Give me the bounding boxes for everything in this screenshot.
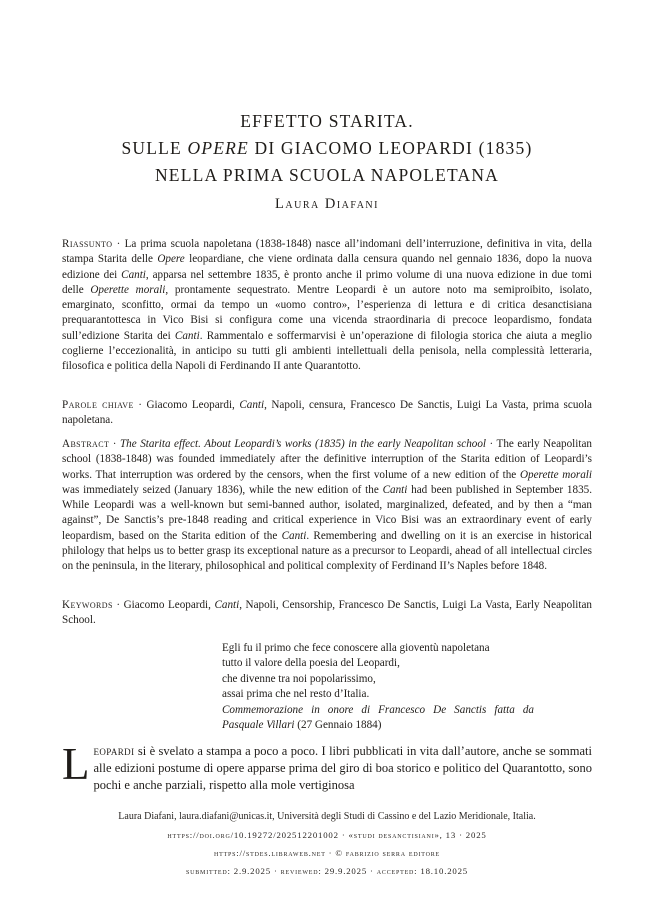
abstract-paragraph <box>62 437 592 574</box>
title-line-2-a: SULLE <box>121 138 188 158</box>
abstract-text: · The early Neapolitan school (1838-1848) was founded immediately after the definitive interruption of the Starita edition of Leopardi’s works. That interruption was ordered by the censors, when the first volume of a new edition of the <box>62 438 592 481</box>
epigraph-line: tutto il valore della poesia del Leopardi, <box>222 657 400 670</box>
abstract-emphasis: Canti <box>382 483 408 496</box>
parole-chiave-text: , Napoli, censura, Francesco De Sanctis, Luigi La Vasta, prima scuola napoletana. <box>62 399 592 427</box>
title-line-2-b: DI GIACOMO LEOPARDI (1835) <box>248 138 533 158</box>
parole-chiave-label: Parole chiave <box>62 399 134 411</box>
separator: · <box>112 599 124 611</box>
keywords-emphasis: Canti <box>214 599 240 611</box>
riassunto-emphasis: Canti <box>121 268 146 281</box>
riassunto-emphasis: Operette morali <box>90 283 166 296</box>
abstract-text: was immediately seized (January 1836), while the new edition of the <box>62 483 383 496</box>
parole-chiave-text: Giacomo Leopardi, <box>146 399 240 411</box>
title-line-3: NELLA PRIMA SCUOLA NAPOLETANA <box>154 165 500 185</box>
epigraph-line: che divenne tra noi popolarissimo, <box>222 672 376 685</box>
abstract-emphasis: Canti <box>281 529 307 542</box>
epigraph-citation-title: Commemorazione in onore di Francesco De Sanctis fatta da Pasquale Villari <box>222 704 534 732</box>
drop-cap: L <box>62 739 90 789</box>
keywords-text: Giacomo Leopardi, <box>123 599 215 611</box>
submission-dates: submitted: 2.9.2025 · reviewed: 29.9.2025 · accepted: 18.10.2025 <box>185 866 468 876</box>
riassunto-text: , apparsa nel settembre 1835, è pronto anche il primo volume di una nuova edizione in due tomi delle <box>62 268 593 296</box>
publisher-line: https://stdes.libraweb.net · © fabrizio serra editore <box>213 848 441 858</box>
epigraph-citation <box>222 703 534 734</box>
article-title <box>62 108 592 189</box>
riassunto-paragraph <box>62 237 592 374</box>
parole-chiave-emphasis: Canti <box>239 399 265 411</box>
separator: · <box>133 399 147 411</box>
abstract-text: had been published in September 1835. While Leopardi was a well-known but semi-banned author, isolated, marginalized, defeated, and by then a “man against”, De Sanctis’s pre-1848 reading and critical experience in Vico Bisi was an extraordinary event of early leopardism, based on the Starita edition of the <box>62 483 592 542</box>
title-line-2 <box>62 135 592 162</box>
riassunto-text: . Rammentalo e soffermarvisi è un’operazione di filologia storica che aiuta a meglio coglierne l’eccezionalità, in anticipo su tutti gli ambienti intellettuali della penisola, nella complessità letteraria, filosofica e politica della Napoli di Ferdinando II ante Quarantotto. <box>62 329 593 372</box>
riassunto-text: leopardiane, che viene ordinata dalla censura quando nel gennaio 1836, dopo la nuova edizione dei <box>62 253 592 281</box>
author-affiliation: Laura Diafani, laura.diafani@unicas.it, Università degli Studi di Cassino e del Lazio Meridionale, Italia. <box>118 811 536 822</box>
abstract-english-title: The Starita effect. About Leopardi’s works (1835) in the early Neapolitan school <box>119 438 486 450</box>
separator: · <box>112 238 125 250</box>
riassunto-text: , prontamente sequestrato. Mentre Leopardi è un autore noto ma semiproibito, isolato, emarginato, sconfitto, ormai da tempo un «uomo contro», l’esperienza di lettura e di critica desanctisiana prequarantottesca in Vico Bisi si configura come una vicenda straordinaria di precoce leopardismo, fondata sull’edizione Starita dei <box>62 283 592 342</box>
abstract-label: Abstract <box>62 438 110 450</box>
body-text: si è svelato a stampa a poco a poco. I libri pubblicati in vita dall’autore, anche se sommati alle edizioni postume di opere apparse prima del giro di boa storico e politico del Quarantotto, sono pochi e anche parziali, rispetto alla mole vertiginosa <box>93 744 592 792</box>
abstract-text: . Remembering and dwelling on it is an exercise in historical philology that helps us to better grasp its exceptional nature as a precursor to Leopardi, ahead of all intellectual circles on the peninsula, in the literary, philosophical and political complexity of Ferdinand II’s Naples before 1848. <box>62 529 592 572</box>
riassunto-emphasis: Opere <box>157 253 185 266</box>
title-line-2-emphasis: OPERE <box>187 138 249 158</box>
parole-chiave-paragraph <box>62 398 592 429</box>
author-name: Laura Diafani <box>275 196 379 212</box>
epigraph-line: assai prima che nel resto d’Italia. <box>222 687 370 700</box>
keywords-text: , Napoli, Censorship, Francesco De Sanctis, Luigi La Vasta, Early Neapolitan School. <box>62 599 593 627</box>
epigraph-line: Egli fu il primo che fece conoscere alla gioventù napoletana <box>222 642 490 654</box>
title-line-1: EFFETTO STARITA. <box>240 111 414 131</box>
body-paragraph <box>62 739 592 794</box>
riassunto-emphasis: Canti <box>174 329 200 342</box>
doi-line: https://doi.org/10.19272/202512201002 · «studi desanctisiani», 13 · 2025 <box>167 830 487 840</box>
riassunto-text: La prima scuola napoletana (1838-1848) nasce all’indomani dell’interruzione, definitiva in vita, della stampa Starita delle <box>62 238 593 266</box>
riassunto-label: Riassunto <box>62 238 113 250</box>
separator: · <box>109 438 120 450</box>
keywords-paragraph <box>62 598 592 629</box>
body-lead-word: eopardi <box>93 744 135 758</box>
keywords-label: Keywords <box>62 599 113 611</box>
abstract-emphasis: Operette morali <box>519 468 592 481</box>
epigraph-citation-date: (27 Gennaio 1884) <box>294 719 382 732</box>
epigraph <box>222 641 534 734</box>
